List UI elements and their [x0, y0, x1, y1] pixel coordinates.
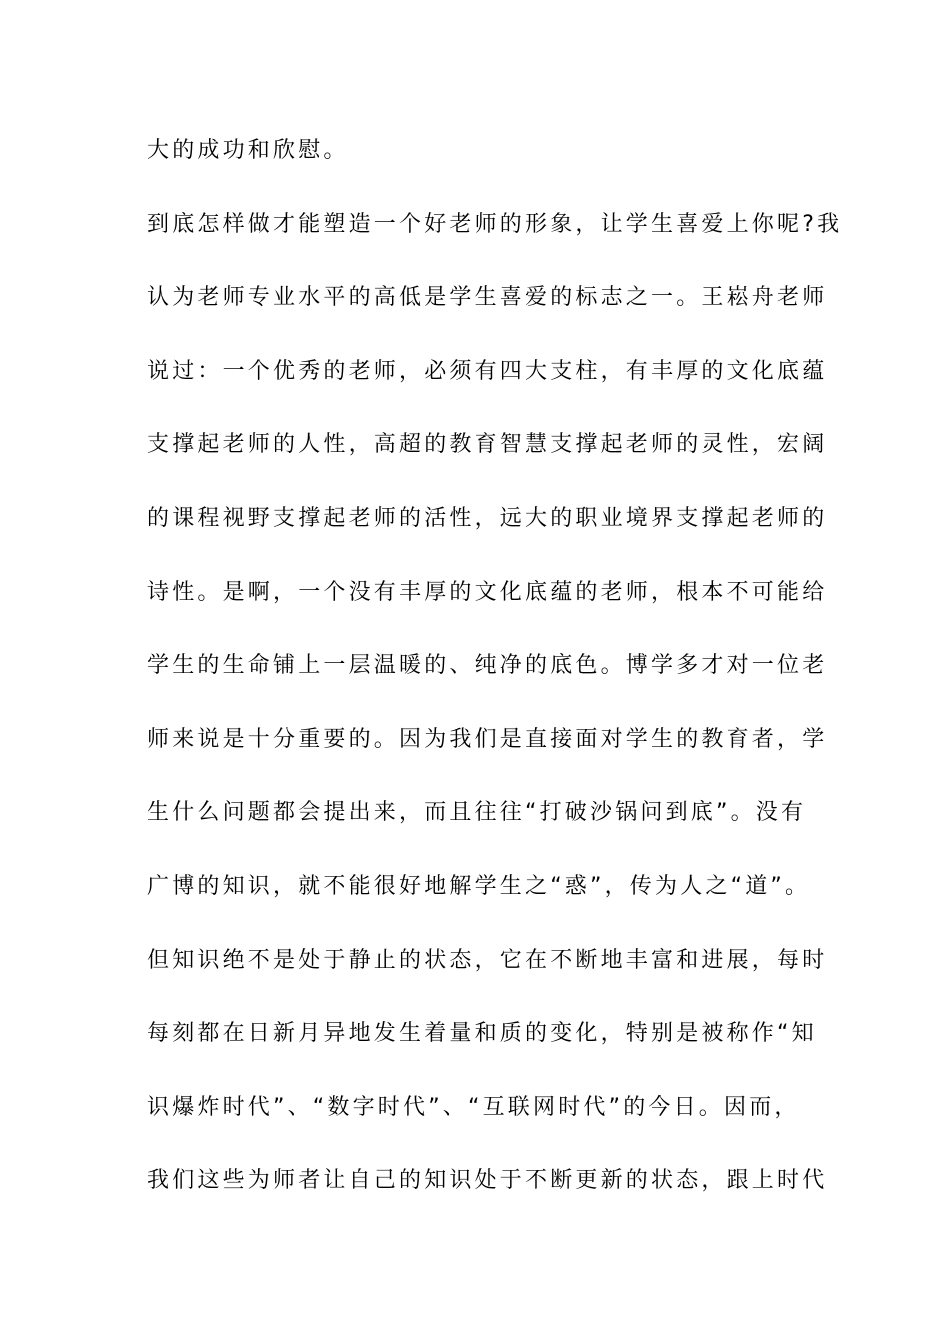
text-line: 生什么问题都会提出来，而且往往“打破沙锅问到底”。没有	[147, 800, 807, 826]
text-line: 每刻都在日新月异地发生着量和质的变化，特别是被称作“知	[147, 1021, 817, 1047]
text-line: 学生的生命铺上一层温暖的、纯净的底色。博学多才对一位老	[147, 653, 828, 679]
text-line: 说过：一个优秀的老师，必须有四大支柱，有丰厚的文化底蕴	[147, 358, 828, 384]
text-line: 到底怎样做才能塑造一个好老师的形象，让学生喜爱上你呢?我	[147, 211, 843, 237]
text-line: 我们这些为师者让自己的知识处于不断更新的状态，跟上时代	[147, 1168, 828, 1194]
text-line: 的课程视野支撑起老师的活性，远大的职业境界支撑起老师的	[147, 505, 828, 531]
text-line: 大的成功和欣慰。	[147, 138, 349, 163]
text-line: 广博的知识，就不能很好地解学生之“惑”，传为人之“道”。	[147, 873, 811, 899]
text-line: 认为老师专业水平的高低是学生喜爱的标志之一。王崧舟老师	[147, 285, 828, 311]
text-line: 诗性。是啊，一个没有丰厚的文化底蕴的老师，根本不可能给	[147, 579, 828, 605]
text-line: 师来说是十分重要的。因为我们是直接面对学生的教育者，学	[147, 726, 828, 752]
text-line: 识爆炸时代”、“数字时代”、“互联网时代”的今日。因而，	[147, 1094, 800, 1120]
text-line: 但知识绝不是处于静止的状态，它在不断地丰富和进展，每时	[147, 947, 828, 973]
body-text	[147, 133, 843, 1237]
text-line: 支撑起老师的人性，高超的教育智慧支撑起老师的灵性，宏阔	[147, 432, 828, 458]
